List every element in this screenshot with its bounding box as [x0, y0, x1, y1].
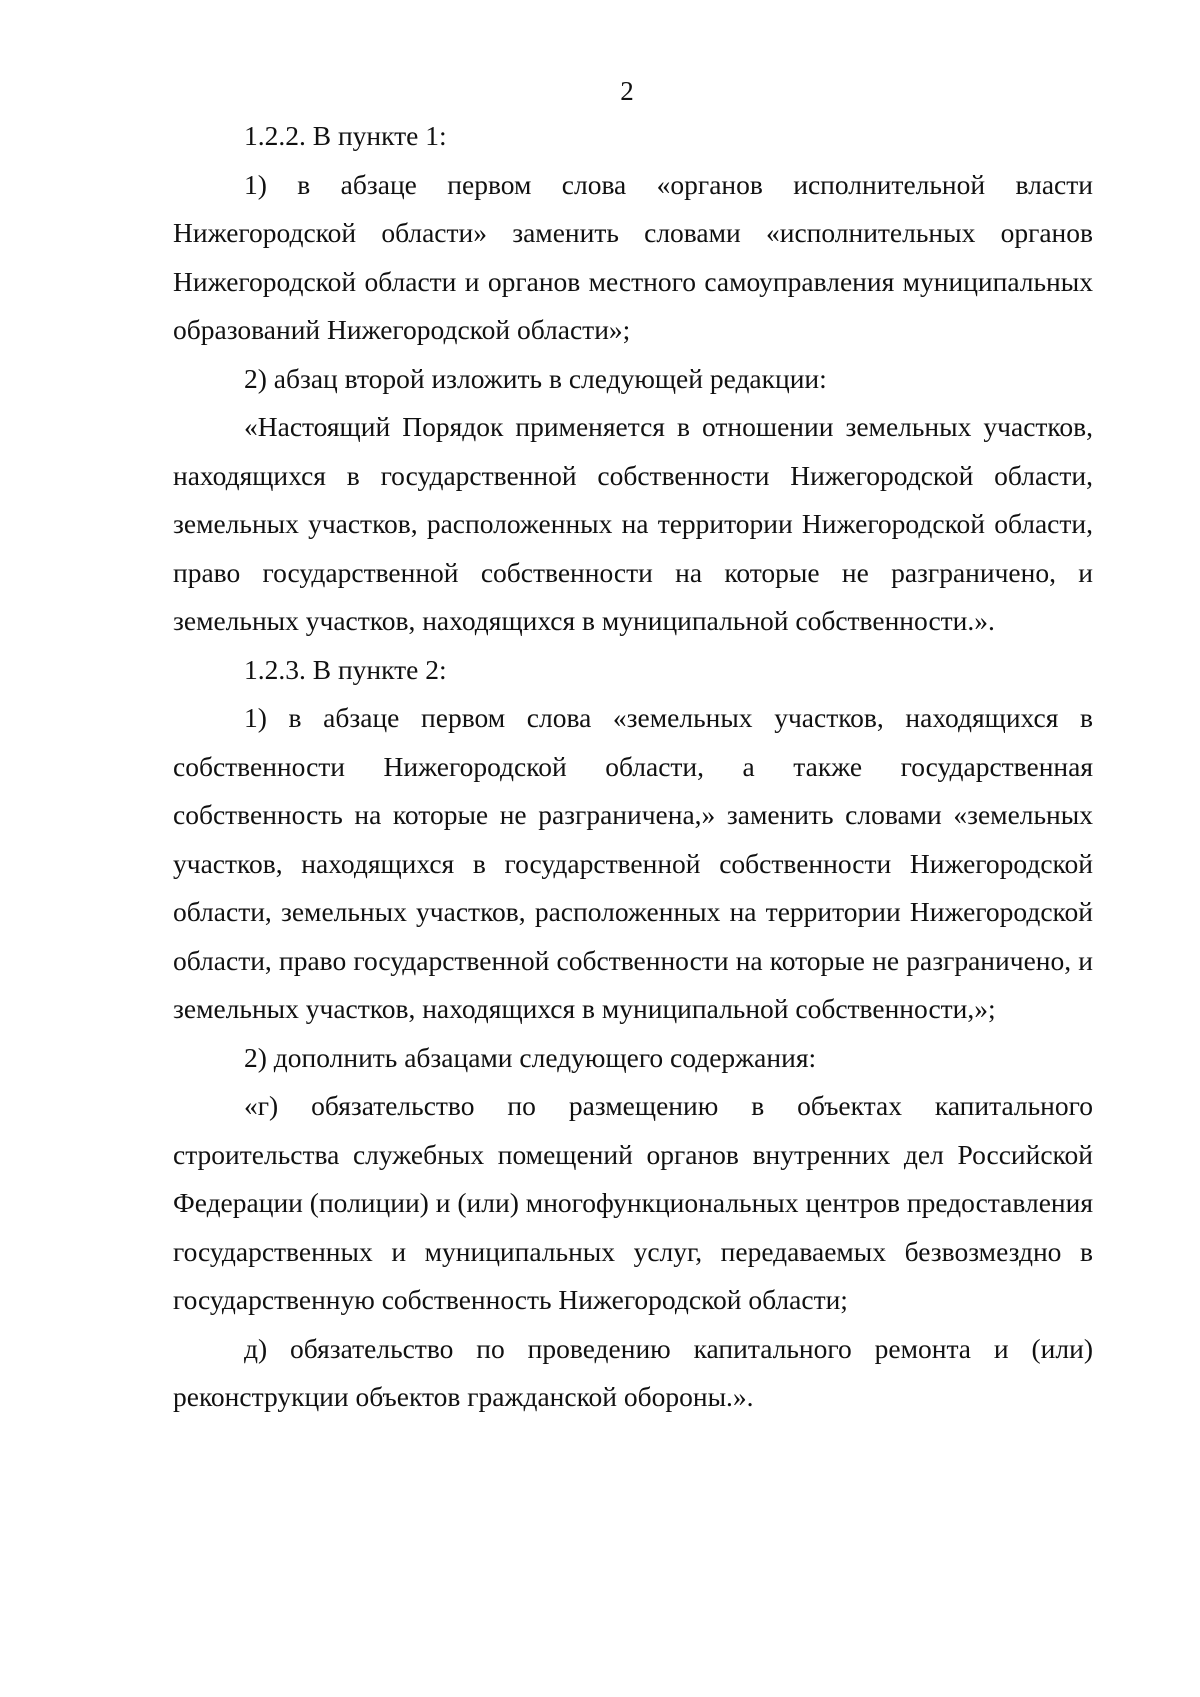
paragraph-subitem-g: «г) обязательство по размещению в объектах капитального строительства служебных помещений органов внутренних дел Российской Федерации (полиции) и (или) многофункциональных центров предоставления государственных и муниципальных услуг, передаваемых безвозмездно в государственную собственность Нижегородской области; [173, 1090, 1093, 1315]
page-number: 2 [620, 76, 634, 106]
paragraph-1-2-3-heading: 1.2.3. В пункте 2: [244, 653, 447, 685]
paragraph-item-2-second: 2) дополнить абзацами следующего содержания: [244, 1041, 817, 1073]
paragraph-quoted-new-text: «Настоящий Порядок применяется в отношении земельных участков, находящихся в государственной собственности Нижегородской области, земельных участков, расположенных на территории Нижегородской области, право государственной собственности на которые не разграничено, и земельных участков, находящихся в муниципальной собственности.». [173, 411, 1093, 636]
paragraph-subitem-d: д) обязательство по проведению капитального ремонта и (или) реконструкции объектов гражданской обороны.». [173, 1332, 1093, 1412]
document-body [173, 112, 1093, 1422]
paragraph-item-1-second: 1) в абзаце первом слова «земельных участков, находящихся в собственности Нижегородской области, а также государственная собственность на которые не разграничена,» заменить словами «земельных участков, находящихся в государственной собственности Нижегородской области, земельных участков, расположенных на территории Нижегородской области, право государственной собственности на которые не разграничено, и земельных участков, находящихся в муниципальной собственности,»; [173, 702, 1093, 1024]
paragraph-item-2-first: 2) абзац второй изложить в следующей редакции: [244, 362, 827, 394]
paragraph-1-2-2-heading: 1.2.2. В пункте 1: [244, 120, 447, 151]
paragraph-item-1-first: 1) в абзаце первом слова «органов исполнительной власти Нижегородской области» заменить словами «исполнительных органов Нижегородской области и органов местного самоуправления муниципальных образований Нижегородской области»; [173, 168, 1093, 345]
